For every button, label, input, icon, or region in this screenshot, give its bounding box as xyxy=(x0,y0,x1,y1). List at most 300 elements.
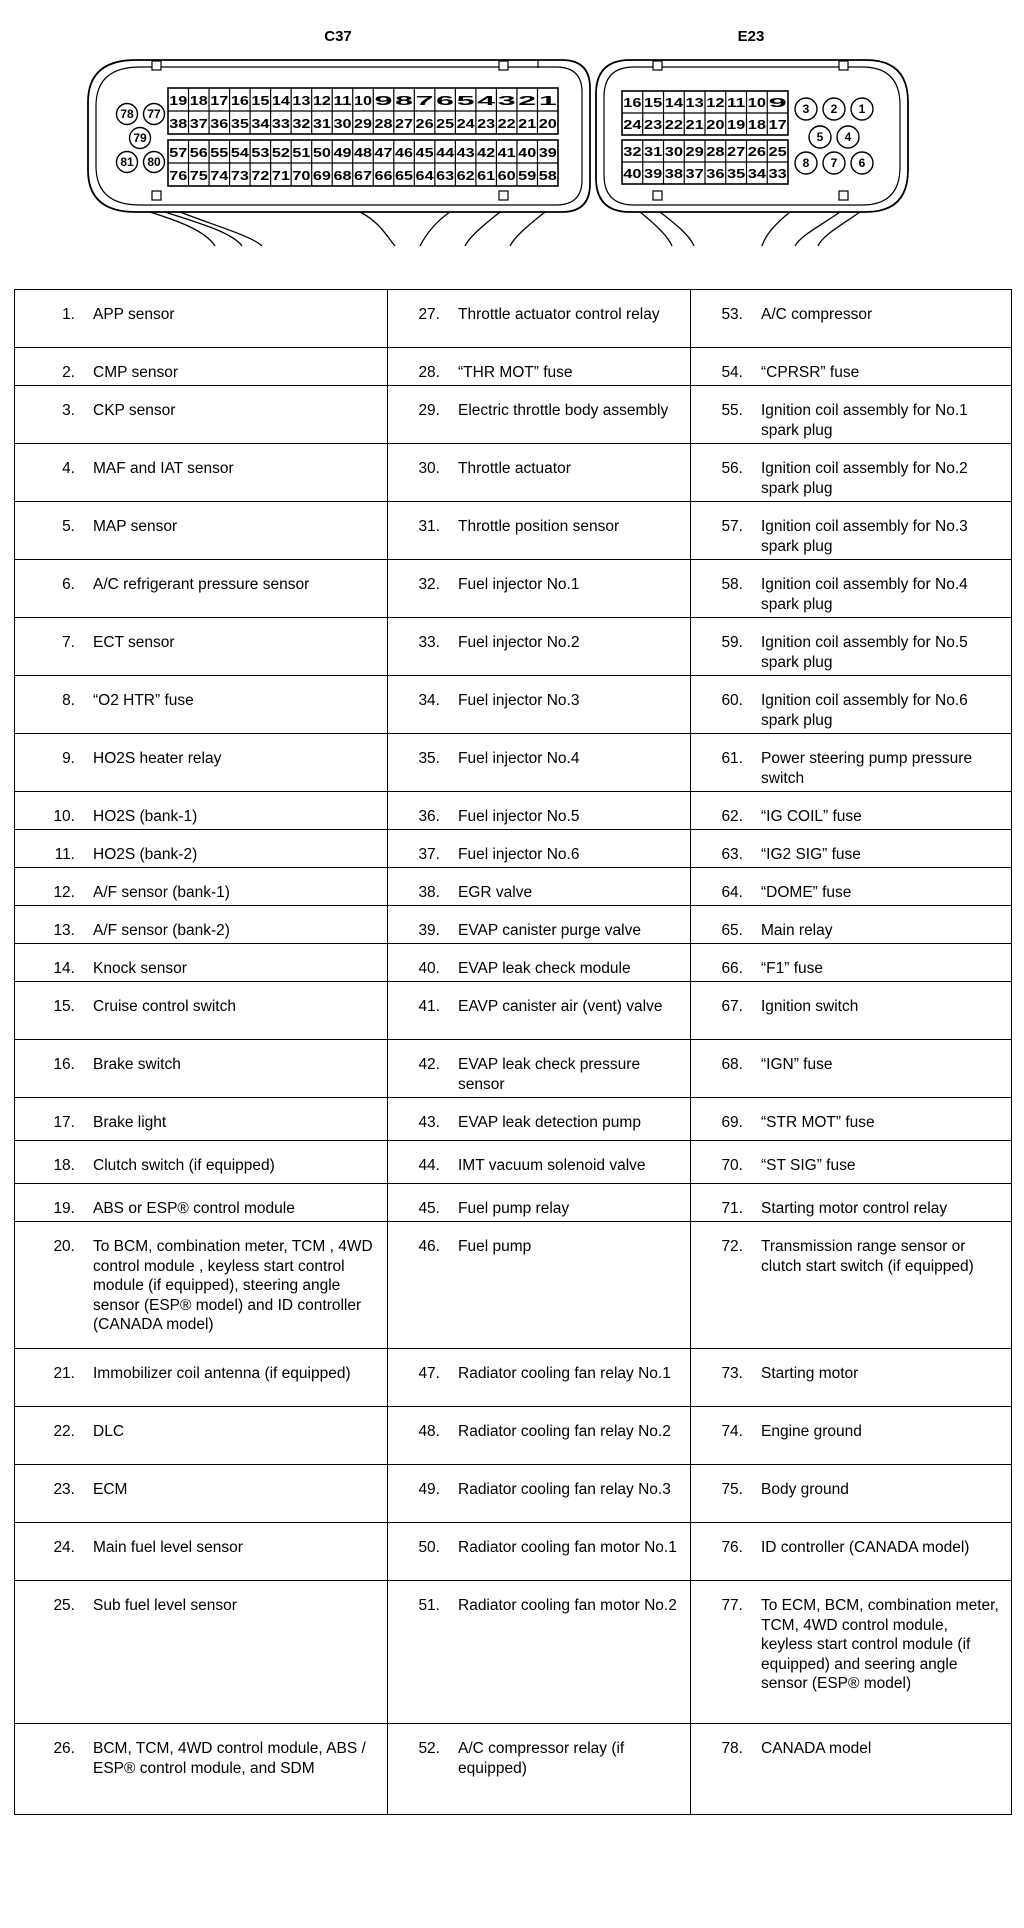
legend-cell xyxy=(15,868,388,906)
legend-entry xyxy=(691,1184,1011,1221)
legend-row xyxy=(15,830,1012,868)
legend-cell xyxy=(15,618,388,676)
legend-number: 68. xyxy=(721,1056,743,1073)
legend-cell xyxy=(388,1098,691,1141)
legend-number: 63. xyxy=(721,846,743,863)
legend-number: 6. xyxy=(62,576,75,593)
connector-diagram xyxy=(0,0,1024,280)
legend-cell xyxy=(15,1523,388,1581)
legend-number: 64. xyxy=(721,884,743,901)
legend-cell xyxy=(388,1724,691,1815)
legend-number: 74. xyxy=(721,1423,743,1440)
legend-cell xyxy=(691,676,1012,734)
legend-row xyxy=(15,1098,1012,1141)
legend-number: 60. xyxy=(721,692,743,709)
legend-text: EVAP canister purge valve xyxy=(458,922,641,939)
legend-text: A/F sensor (bank-2) xyxy=(93,922,230,939)
c37-pin: 46 xyxy=(395,145,414,160)
legend-number: 40. xyxy=(418,960,440,977)
legend-entry xyxy=(15,868,387,905)
c37-pin-78: 78 xyxy=(120,107,134,121)
c37-pin-79: 79 xyxy=(133,131,147,145)
c37-pin: 22 xyxy=(497,116,516,131)
legend-cell xyxy=(691,830,1012,868)
legend-number: 62. xyxy=(721,808,743,825)
legend-cell xyxy=(691,1222,1012,1349)
legend-entry xyxy=(15,1349,387,1406)
legend-entry xyxy=(15,1184,387,1221)
legend-entry xyxy=(691,1523,1011,1580)
e23-pin: 39 xyxy=(644,166,663,181)
legend-text: HO2S (bank-2) xyxy=(93,846,198,863)
legend-text: Fuel injector No.1 xyxy=(458,576,580,593)
legend-entry xyxy=(388,444,690,501)
legend-text: ECM xyxy=(93,1481,128,1498)
c37-pin: 2 xyxy=(518,93,537,108)
c37-round-pin-labels xyxy=(120,107,161,169)
legend-text: Ignition coil assembly for No.3 spark plug xyxy=(761,518,968,555)
legend-number: 30. xyxy=(418,460,440,477)
e23-pin: 13 xyxy=(685,95,704,110)
legend-number: 37. xyxy=(418,846,440,863)
legend-entry xyxy=(15,444,387,501)
pin-legend-body xyxy=(15,290,1012,1815)
c37-pin: 18 xyxy=(189,93,208,108)
legend-cell xyxy=(388,676,691,734)
e23-pin: 28 xyxy=(706,144,725,159)
legend-number: 1. xyxy=(62,306,75,323)
legend-number: 78. xyxy=(721,1740,743,1757)
legend-cell xyxy=(388,944,691,982)
legend-entry xyxy=(15,618,387,675)
legend-cell xyxy=(691,1349,1012,1407)
legend-entry xyxy=(388,1098,690,1140)
legend-entry xyxy=(388,1040,690,1097)
legend-number: 20. xyxy=(53,1238,75,1255)
legend-row xyxy=(15,502,1012,560)
legend-text: MAF and IAT sensor xyxy=(93,460,234,477)
legend-row xyxy=(15,982,1012,1040)
legend-text: Ignition coil assembly for No.4 spark plug xyxy=(761,576,968,613)
c37-pin: 29 xyxy=(353,116,373,131)
legend-cell xyxy=(388,868,691,906)
legend-entry xyxy=(388,386,690,443)
legend-cell xyxy=(388,1040,691,1098)
c37-wires xyxy=(150,212,545,246)
legend-number: 47. xyxy=(418,1365,440,1382)
legend-text: APP sensor xyxy=(93,306,175,323)
legend-cell xyxy=(388,906,691,944)
legend-entry xyxy=(15,1040,387,1097)
c37-pins xyxy=(169,93,556,183)
legend-entry xyxy=(15,1724,387,1814)
c37-pin: 69 xyxy=(312,168,331,183)
legend-entry xyxy=(388,1222,690,1348)
c37-title: C37 xyxy=(324,28,352,45)
legend-number: 77. xyxy=(721,1597,743,1614)
e23-pin: 38 xyxy=(664,166,683,181)
legend-text: To ECM, BCM, combination meter, TCM, 4WD control module, keyless start control module (if equipped) and seering angle sensor (ESP® model) xyxy=(761,1597,999,1692)
legend-entry xyxy=(691,1724,1011,1814)
legend-entry xyxy=(691,1581,1011,1723)
legend-cell xyxy=(15,1581,388,1724)
c37-pin: 5 xyxy=(456,93,475,108)
c37-pin: 24 xyxy=(456,116,476,131)
legend-entry xyxy=(388,1724,690,1814)
legend-entry xyxy=(15,734,387,791)
legend-text: Sub fuel level sensor xyxy=(93,1597,237,1614)
legend-cell xyxy=(691,1465,1012,1523)
c37-pin: 55 xyxy=(210,145,229,160)
legend-number: 8. xyxy=(62,692,75,709)
legend-entry xyxy=(691,676,1011,733)
legend-number: 44. xyxy=(418,1157,440,1174)
e23-pin-7: 7 xyxy=(830,156,838,170)
legend-cell xyxy=(388,1141,691,1184)
legend-entry xyxy=(691,982,1011,1039)
legend-number: 41. xyxy=(418,998,440,1015)
c37-pin: 76 xyxy=(169,168,188,183)
c37-pin: 43 xyxy=(456,145,475,160)
legend-text: Fuel pump xyxy=(458,1238,532,1255)
e23-pin: 25 xyxy=(768,144,787,159)
legend-number: 2. xyxy=(62,364,75,381)
c37-pin: 63 xyxy=(436,168,455,183)
legend-number: 69. xyxy=(721,1114,743,1131)
legend-entry xyxy=(15,386,387,443)
c37-pin: 23 xyxy=(477,116,496,131)
legend-number: 66. xyxy=(721,960,743,977)
legend-number: 18. xyxy=(53,1157,75,1174)
legend-entry xyxy=(691,868,1011,905)
e23-pin-5: 5 xyxy=(816,130,824,144)
legend-entry xyxy=(388,1523,690,1580)
legend-entry xyxy=(15,1523,387,1580)
legend-number: 9. xyxy=(62,750,75,767)
legend-entry xyxy=(691,618,1011,675)
legend-number: 45. xyxy=(418,1200,440,1217)
legend-entry xyxy=(388,1349,690,1406)
legend-row xyxy=(15,290,1012,348)
legend-text: “O2 HTR” fuse xyxy=(93,692,194,709)
legend-number: 50. xyxy=(418,1539,440,1556)
e23-pin: 27 xyxy=(727,144,746,159)
legend-text: Brake switch xyxy=(93,1056,181,1073)
c37-pin: 20 xyxy=(538,116,557,131)
c37-pin: 70 xyxy=(292,168,311,183)
e23-pin: 11 xyxy=(727,95,746,110)
legend-text: CKP sensor xyxy=(93,402,176,419)
legend-cell xyxy=(691,1407,1012,1465)
legend-text: Ignition coil assembly for No.1 spark plug xyxy=(761,402,968,439)
legend-number: 36. xyxy=(418,808,440,825)
legend-row xyxy=(15,1040,1012,1098)
legend-entry xyxy=(15,1222,387,1348)
legend-text: “IGN” fuse xyxy=(761,1056,833,1073)
legend-row xyxy=(15,1581,1012,1724)
legend-cell xyxy=(15,444,388,502)
legend-text: EAVP canister air (vent) valve xyxy=(458,998,663,1015)
e23-pin: 26 xyxy=(747,144,766,159)
legend-cell xyxy=(691,502,1012,560)
c37-pin: 17 xyxy=(210,93,229,108)
c37-pin: 65 xyxy=(395,168,414,183)
legend-entry xyxy=(15,944,387,981)
legend-entry xyxy=(691,348,1011,385)
legend-entry xyxy=(15,290,387,347)
legend-entry xyxy=(691,502,1011,559)
legend-entry xyxy=(15,560,387,617)
legend-number: 14. xyxy=(53,960,75,977)
c37-pin-77: 77 xyxy=(147,107,161,121)
legend-cell xyxy=(388,290,691,348)
c37-pin: 9 xyxy=(374,93,393,108)
legend-number: 35. xyxy=(418,750,440,767)
legend-entry xyxy=(691,1349,1011,1406)
e23-pin: 20 xyxy=(706,117,725,132)
legend-number: 12. xyxy=(53,884,75,901)
c37-pin: 8 xyxy=(395,93,414,108)
legend-text: Ignition switch xyxy=(761,998,859,1015)
e23-pin: 32 xyxy=(623,144,642,159)
legend-text: A/F sensor (bank-1) xyxy=(93,884,230,901)
legend-text: Fuel injector No.6 xyxy=(458,846,580,863)
c37-pin: 3 xyxy=(497,93,516,108)
e23-wires xyxy=(640,212,860,246)
c37-pin: 28 xyxy=(374,116,393,131)
legend-number: 16. xyxy=(53,1056,75,1073)
legend-entry xyxy=(15,982,387,1039)
legend-number: 55. xyxy=(721,402,743,419)
legend-entry xyxy=(691,1407,1011,1464)
legend-cell xyxy=(15,676,388,734)
legend-entry xyxy=(15,348,387,385)
c37-pin: 58 xyxy=(538,168,557,183)
legend-entry xyxy=(15,1141,387,1183)
legend-entry xyxy=(388,348,690,385)
legend-number: 15. xyxy=(53,998,75,1015)
e23-pin-2: 2 xyxy=(830,102,838,116)
c37-pin: 19 xyxy=(169,93,188,108)
legend-cell xyxy=(388,1465,691,1523)
legend-cell xyxy=(691,734,1012,792)
legend-entry xyxy=(388,792,690,829)
legend-number: 51. xyxy=(418,1597,440,1614)
c37-pin: 4 xyxy=(477,93,498,108)
legend-text: A/C compressor relay (if equipped) xyxy=(458,1740,625,1777)
legend-entry xyxy=(691,792,1011,829)
c37-pin: 35 xyxy=(230,116,249,131)
legend-entry xyxy=(691,1098,1011,1140)
e23-pin-8: 8 xyxy=(802,156,810,170)
c37-pin: 51 xyxy=(292,145,311,160)
legend-cell xyxy=(15,1141,388,1184)
c37-pin: 7 xyxy=(415,93,434,108)
legend-row xyxy=(15,792,1012,830)
legend-entry xyxy=(15,676,387,733)
legend-cell xyxy=(388,502,691,560)
c37-pin: 56 xyxy=(189,145,208,160)
legend-entry xyxy=(388,502,690,559)
legend-text: CANADA model xyxy=(761,1740,872,1757)
c37-pin: 34 xyxy=(251,116,271,131)
c37-pin: 30 xyxy=(333,116,352,131)
legend-entry xyxy=(388,830,690,867)
c37-pin-81: 81 xyxy=(120,155,134,169)
legend-text: Main fuel level sensor xyxy=(93,1539,243,1556)
c37-pin: 42 xyxy=(477,145,496,160)
e23-pin-1: 1 xyxy=(858,102,866,116)
c37-pin: 48 xyxy=(353,145,373,160)
legend-number: 43. xyxy=(418,1114,440,1131)
legend-cell xyxy=(691,1141,1012,1184)
legend-cell xyxy=(388,1581,691,1724)
c37-pin: 27 xyxy=(395,116,414,131)
legend-number: 42. xyxy=(418,1056,440,1073)
legend-cell xyxy=(691,290,1012,348)
legend-text: Knock sensor xyxy=(93,960,187,977)
legend-text: ID controller (CANADA model) xyxy=(761,1539,970,1556)
legend-number: 21. xyxy=(53,1365,75,1382)
c37-pin: 61 xyxy=(477,168,496,183)
legend-entry xyxy=(388,1407,690,1464)
e23-pin: 14 xyxy=(664,95,684,110)
legend-text: Radiator cooling fan relay No.1 xyxy=(458,1365,671,1382)
legend-entry xyxy=(691,944,1011,981)
legend-number: 29. xyxy=(418,402,440,419)
legend-cell xyxy=(691,1581,1012,1724)
c37-pin: 75 xyxy=(189,168,208,183)
legend-entry xyxy=(15,502,387,559)
legend-text: EVAP leak detection pump xyxy=(458,1114,641,1131)
legend-number: 25. xyxy=(53,1597,75,1614)
legend-number: 61. xyxy=(721,750,743,767)
legend-text: Power steering pump pressure switch xyxy=(761,750,973,787)
legend-cell xyxy=(691,944,1012,982)
legend-number: 11. xyxy=(54,846,75,863)
legend-text: Throttle actuator xyxy=(458,460,571,477)
legend-entry xyxy=(388,618,690,675)
legend-text: “IG COIL” fuse xyxy=(761,808,862,825)
legend-text: MAP sensor xyxy=(93,518,178,535)
legend-number: 7. xyxy=(62,634,75,651)
legend-number: 22. xyxy=(53,1423,75,1440)
legend-cell xyxy=(388,1523,691,1581)
legend-text: Radiator cooling fan relay No.2 xyxy=(458,1423,671,1440)
legend-entry xyxy=(388,560,690,617)
legend-cell xyxy=(15,1184,388,1222)
legend-entry xyxy=(388,1184,690,1221)
legend-number: 49. xyxy=(418,1481,440,1498)
legend-text: Fuel injector No.4 xyxy=(458,750,580,767)
c37-pin: 60 xyxy=(497,168,516,183)
e23-pin: 37 xyxy=(685,166,704,181)
legend-entry xyxy=(388,676,690,733)
e23-pin: 40 xyxy=(623,166,642,181)
legend-number: 57. xyxy=(721,518,743,535)
legend-entry xyxy=(691,1040,1011,1097)
c37-pin: 53 xyxy=(251,145,270,160)
legend-entry xyxy=(388,1141,690,1183)
legend-cell xyxy=(15,1724,388,1815)
c37-pin: 66 xyxy=(374,168,393,183)
legend-number: 58. xyxy=(721,576,743,593)
legend-text: “CPRSR” fuse xyxy=(761,364,860,381)
legend-number: 24. xyxy=(53,1539,75,1556)
legend-cell xyxy=(388,1184,691,1222)
c37-pin: 62 xyxy=(456,168,475,183)
c37-pin: 52 xyxy=(271,145,290,160)
legend-text: Body ground xyxy=(761,1481,849,1498)
legend-number: 26. xyxy=(53,1740,75,1757)
legend-number: 48. xyxy=(418,1423,440,1440)
legend-text: Radiator cooling fan motor No.1 xyxy=(458,1539,677,1556)
c37-pin: 67 xyxy=(353,168,373,183)
legend-cell xyxy=(691,1724,1012,1815)
legend-number: 19. xyxy=(53,1200,75,1217)
e23-pin: 16 xyxy=(623,95,642,110)
legend-cell xyxy=(388,444,691,502)
legend-text: A/C refrigerant pressure sensor xyxy=(93,576,310,593)
c37-pin: 71 xyxy=(271,168,290,183)
legend-text: To BCM, combination meter, TCM , 4WD control module , keyless start control module (if equipped), steering angle sensor (ESP® model) and ID controller (CANADA model) xyxy=(93,1238,373,1333)
legend-cell xyxy=(15,906,388,944)
e23-pin: 9 xyxy=(768,95,787,110)
c37-pin: 64 xyxy=(415,168,435,183)
legend-entry xyxy=(691,560,1011,617)
legend-text: Brake light xyxy=(93,1114,167,1131)
legend-text: “DOME” fuse xyxy=(761,884,852,901)
legend-cell xyxy=(15,1098,388,1141)
legend-text: EVAP leak check module xyxy=(458,960,631,977)
legend-number: 13. xyxy=(53,922,75,939)
c37-pin: 47 xyxy=(374,145,393,160)
e23-pin: 23 xyxy=(644,117,663,132)
legend-text: EVAP leak check pressure sensor xyxy=(458,1056,641,1093)
legend-number: 65. xyxy=(721,922,743,939)
legend-cell xyxy=(691,348,1012,386)
legend-row xyxy=(15,1141,1012,1184)
legend-text: Clutch switch (if equipped) xyxy=(93,1157,275,1174)
legend-entry xyxy=(388,944,690,981)
legend-entry xyxy=(388,1581,690,1723)
legend-row xyxy=(15,560,1012,618)
legend-text: Fuel pump relay xyxy=(458,1200,570,1217)
legend-text: Fuel injector No.3 xyxy=(458,692,580,709)
legend-entry xyxy=(15,830,387,867)
legend-cell xyxy=(15,502,388,560)
legend-entry xyxy=(15,1465,387,1522)
legend-text: Throttle position sensor xyxy=(458,518,620,535)
legend-number: 27. xyxy=(418,306,440,323)
legend-entry xyxy=(388,734,690,791)
legend-entry xyxy=(388,290,690,347)
legend-cell xyxy=(388,792,691,830)
c37-pin: 21 xyxy=(518,116,537,131)
legend-text: Throttle actuator control relay xyxy=(458,306,660,323)
legend-number: 72. xyxy=(721,1238,743,1255)
c37-pin: 12 xyxy=(312,93,331,108)
e23-pin-3: 3 xyxy=(802,102,810,116)
legend-entry xyxy=(691,386,1011,443)
legend-number: 56. xyxy=(721,460,743,477)
legend-row xyxy=(15,1222,1012,1349)
legend-cell xyxy=(691,792,1012,830)
e23-pin: 36 xyxy=(706,166,725,181)
legend-cell xyxy=(388,734,691,792)
legend-cell xyxy=(15,560,388,618)
legend-entry xyxy=(691,290,1011,347)
